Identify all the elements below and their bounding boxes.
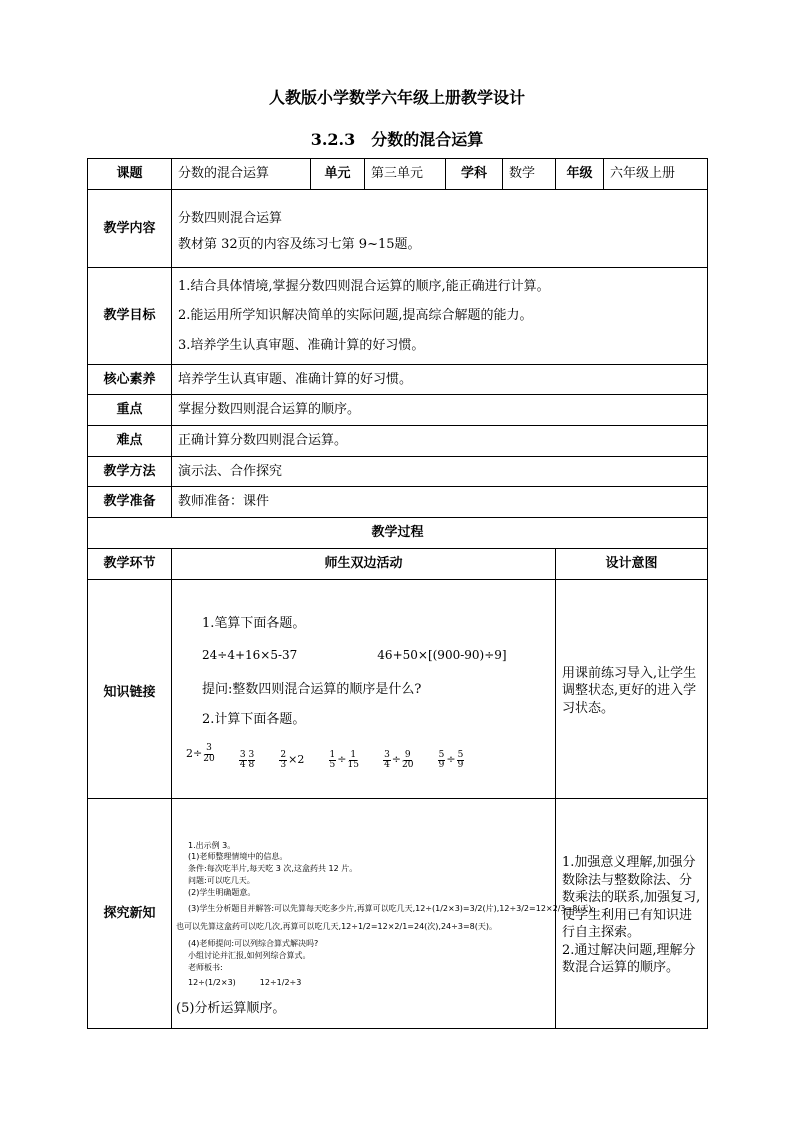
goals-row (88, 268, 708, 365)
process-header-row (88, 549, 708, 580)
goal-item: 3.培养学生认真审题、准确计算的好习惯。 (178, 337, 425, 353)
fraction (239, 751, 247, 771)
explore-intent (556, 799, 708, 1029)
explore-row (88, 799, 708, 1029)
key-value: 掌握分数四则混合运算的顺序。 (172, 395, 708, 426)
numerator: 3 (248, 749, 255, 760)
exercise (329, 751, 359, 771)
prep-row (88, 487, 708, 518)
operator: ÷ (391, 753, 402, 767)
method-value: 演示法、合作探究 (172, 457, 708, 487)
link-intent: 用课前练习导入,让学生调整状态,更好的进入学习状态。 (556, 580, 708, 799)
keti-value: 分数的混合运算 (172, 159, 311, 190)
denominator: 20 (402, 760, 414, 771)
denominator: 20 (203, 753, 215, 764)
example-line: 1.出示例 3。 (188, 840, 236, 850)
example-screenshot (176, 840, 595, 989)
nianji-value: 六年级上册 (604, 159, 708, 190)
content-cell (172, 190, 708, 268)
col-activity: 师生双边活动 (172, 549, 556, 580)
fraction (329, 751, 337, 771)
prep-label: 教学准备 (88, 487, 172, 518)
exercise (239, 751, 255, 771)
intent-item: 1.加强意义理解,加强分数除法与整数除法、分数乘法的联系,加强复习,使学生利用已有知识进行自主探索。 (562, 855, 701, 941)
document-title: 人教版小学数学六年级上册教学设计 (268, 88, 525, 107)
process-title: 教学过程 (88, 518, 708, 549)
fraction (347, 751, 358, 771)
prep-value: 教师准备：课件 (172, 487, 708, 518)
content-label: 教学内容 (88, 190, 172, 268)
example-line: (2)学生明确题意。 (188, 887, 256, 897)
ex-prefix: 2÷ (186, 746, 203, 760)
fraction (457, 751, 465, 771)
intent-item: 2.通过解决问题,理解分数混合运算的顺序。 (562, 942, 696, 976)
exercise (186, 744, 215, 764)
example-line: 条件:每次吃半片,每天吃 3 次,这盒药共 12 片。 (188, 864, 358, 874)
numerator: 3 (206, 743, 212, 754)
explore-label: 探究新知 (88, 799, 172, 1029)
fraction (383, 751, 391, 771)
lesson-plan-table (87, 158, 708, 1029)
numerator: 3 (384, 749, 390, 760)
goal-item: 1.结合具体情境,掌握分数四则混合运算的顺序,能正确进行计算。 (178, 278, 550, 294)
expr-row (202, 647, 545, 663)
numerator: 1 (329, 749, 336, 760)
col-stage: 教学环节 (88, 549, 172, 580)
difficulty-value: 正确计算分数四则混合运算。 (172, 426, 708, 457)
numerator: 5 (438, 749, 445, 760)
goals-label: 教学目标 (88, 268, 172, 365)
key-row (88, 395, 708, 426)
example-line: 也可以先算这盒药可以吃几次,再算可以吃几天,12÷1/2=12×2/1=24(次),24÷3=8(天)。 (176, 922, 497, 932)
denominator: 4 (384, 760, 390, 771)
keti-label: 课题 (88, 159, 172, 190)
fraction (402, 751, 413, 771)
xueke-value: 数学 (503, 159, 556, 190)
fraction (203, 744, 214, 764)
link-line2: 2.计算下面各题。 (202, 711, 306, 727)
header-row (88, 159, 708, 190)
link-row (88, 580, 708, 799)
goals-cell (172, 268, 708, 365)
danyuan-label: 单元 (311, 159, 365, 190)
example-line: (4)老师提问:可以列综合算式解决吗? (188, 939, 319, 949)
expr-1: 24÷4+16×5-37 (202, 647, 298, 662)
operator: ÷ (337, 753, 347, 767)
xueke-label: 学科 (446, 159, 503, 190)
nianji-label: 年级 (556, 159, 604, 190)
example-line: 问题:可以吃几天。 (188, 876, 255, 885)
explore-activity (172, 799, 595, 1029)
exercise (383, 751, 413, 771)
content-row (88, 190, 708, 268)
core-value: 培养学生认真审题、准确计算的好习惯。 (172, 365, 708, 395)
content-line: 分数四则混合运算 (178, 210, 283, 226)
content-line: 教材第 32页的内容及练习七第 9~15题。 (178, 236, 421, 252)
core-label: 核心素养 (88, 365, 172, 395)
difficulty-label: 难点 (88, 426, 172, 457)
danyuan-value: 第三单元 (365, 159, 446, 190)
key-label: 重点 (88, 395, 172, 426)
numerator: 3 (239, 749, 246, 760)
numerator: 9 (404, 749, 411, 760)
link-label: 知识链接 (88, 580, 172, 799)
example-line: (3)学生分析题目并解答:可以先算每天吃多少片,再算可以吃几天,12÷(1/2×3)=3/2(片),12÷3/2=12×2/3=8(天); (188, 903, 595, 913)
numerator: 1 (350, 749, 357, 760)
denominator: 5 (329, 760, 336, 771)
fraction (438, 751, 446, 771)
fraction (248, 751, 256, 771)
denominator: 3 (280, 760, 287, 771)
difficulty-row (88, 426, 708, 457)
example-line: (1)老师整理情境中的信息。 (188, 852, 288, 862)
col-intent: 设计意图 (556, 549, 708, 580)
lesson-subtitle: 3.2.3 分数的混合运算 (310, 130, 484, 149)
exercise (438, 751, 465, 771)
process-title-row (88, 518, 708, 549)
numerator: 5 (457, 749, 464, 760)
analysis-step: (5)分析运算顺序。 (176, 1001, 286, 1017)
method-label: 教学方法 (88, 457, 172, 487)
expr-2: 46+50×[(900-90)÷9] (377, 647, 507, 662)
exercise (279, 751, 304, 771)
example-line: 老师板书: (188, 962, 223, 972)
core-row (88, 365, 708, 395)
method-row (88, 457, 708, 487)
link-activity (172, 580, 556, 799)
denominator: 9 (438, 760, 445, 771)
ex-suffix: ×2 (288, 753, 305, 767)
fraction-exercises (186, 744, 545, 770)
link-question: 提问:整数四则混合运算的顺序是什么? (202, 682, 422, 698)
denominator: 9 (457, 760, 464, 771)
example-line: 小组讨论并汇报,如何列综合算式。 (188, 950, 311, 960)
denominator: 4 (239, 760, 246, 771)
goal-item: 2.能运用所学知识解决简单的实际问题,提高综合解题的能力。 (178, 308, 533, 324)
fraction (279, 751, 287, 771)
operator: ÷ (446, 753, 456, 767)
link-line1: 1.笔算下面各题。 (202, 616, 306, 632)
denominator: 15 (347, 760, 359, 771)
numerator: 2 (280, 749, 287, 760)
denominator: 8 (248, 760, 255, 771)
example-line: 12÷(1/2×3) 12÷1/2÷3 (188, 977, 302, 987)
